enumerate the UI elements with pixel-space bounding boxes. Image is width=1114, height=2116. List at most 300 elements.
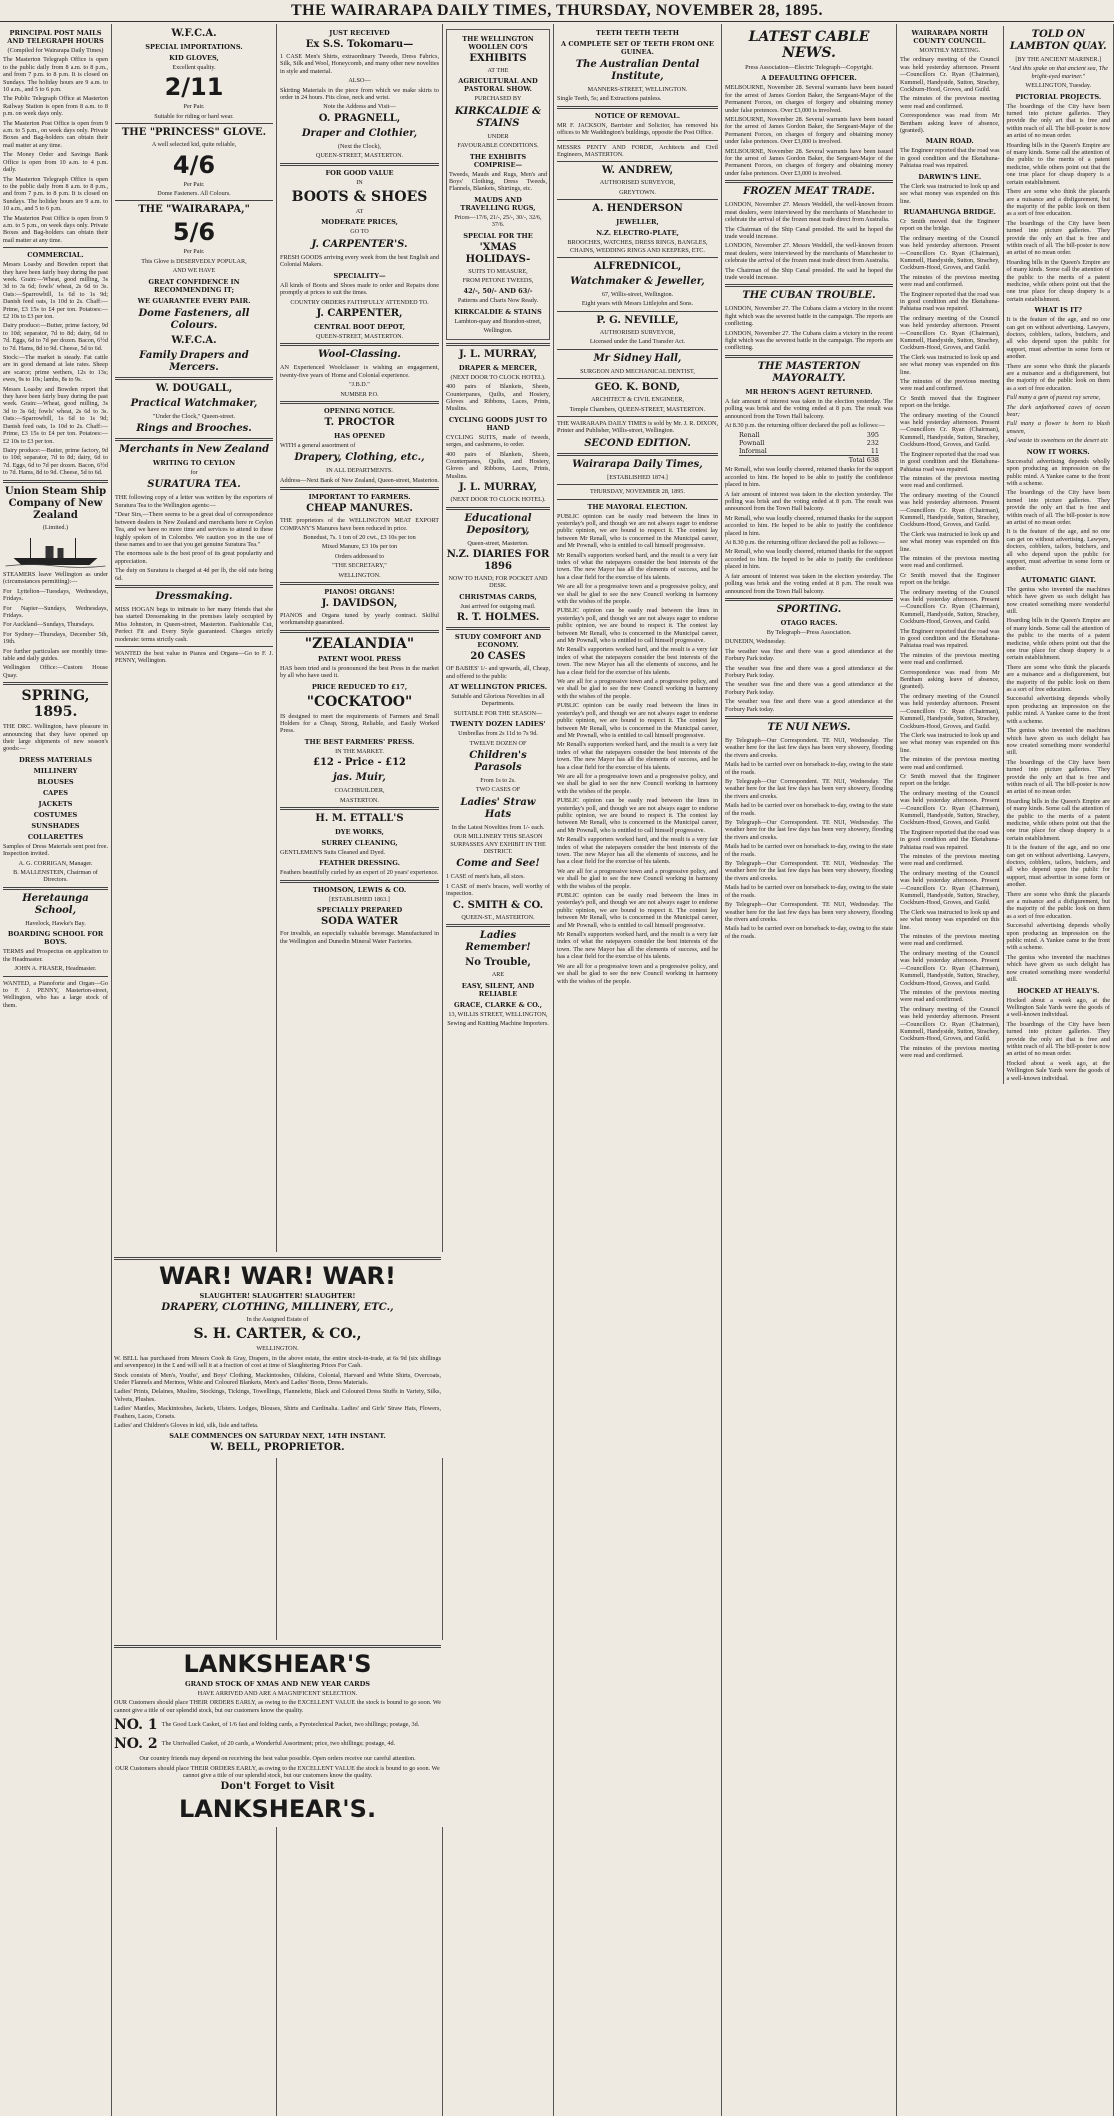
otago-para: The weather was fine and there was a good attendance at the Forbury Park today. — [725, 681, 893, 696]
dm-text: DRAPER & MERCER, — [458, 363, 538, 372]
darwin-para: The Clerk was instructed to look up and see what money was expended on this line. — [900, 530, 1000, 553]
spring-item: BLOUSES — [37, 777, 74, 786]
poem-line: And waste its sweetness on the desert air. — [1006, 437, 1109, 445]
murray-para: 400 pairs of Blankets, Sheets, Counterpanes, Quilts, and Hosiery, Gloves and Ribbons, Laces, Prints, Muslins. — [446, 450, 550, 480]
dougall-para: "Under the Clock," Queen-street. — [152, 412, 236, 420]
wnc-para: The minutes of the previous meeting were read and confirmed. — [900, 474, 1000, 490]
heron-heading: MR HERON'S AGENT RETURNED. — [745, 387, 873, 396]
press-text: Press Association—Electric Telegraph—Copyright. — [745, 64, 873, 71]
frozen-heading: FROZEN MEAT TRADE. — [743, 186, 875, 198]
child-para: From 1s to 2s. — [480, 777, 516, 785]
hocked-para: Hocked about a week ago, at the Wellington Sale Yards were the goods of a well-known individual. — [1006, 1059, 1110, 1082]
col7-right — [1007, 26, 1110, 1084]
ruam-para: Cr Smith moved that the Engineer report on the bridge. — [900, 217, 1000, 233]
union-para: For Auckland—Sundays, Thursdays. — [3, 621, 95, 629]
spring-signature: A. G. CORRIGAN, Manager. — [18, 859, 93, 867]
second-edition: SECOND EDITION. — [584, 437, 691, 449]
ruam-para: Cr Smith moved that the Engineer report on the bridge. — [900, 571, 1000, 587]
spring-para2: Samples of Dress Materials sent post free. Inspection invited. — [3, 842, 108, 858]
skirt-para: Skirting Materials in the piece from which we make skirts to order in 24 hours. Fits close, neck and wrist. — [280, 86, 439, 102]
frozen-para: The Chairman of the Ship Canal presided. He said he hoped the trade would increase. — [725, 225, 893, 240]
main-para: The Engineer reported that the road was in good condition and the Eketahuna-Pahiatua road was repaired. — [900, 828, 1000, 851]
main-para: The Engineer reported that the road was in good condition and the Eketahuna-Pahiatua road was repaired. — [900, 627, 1000, 650]
watch-text: Watchmaker & Jeweller, — [570, 276, 705, 288]
wnc-para: The ordinary meeting of the Council was held yesterday afternoon. Present—Councillors Cr. Ryan (Chairman), Kummell, Handyside, Sutton, Strachey, Cockburn-Hood, Groves, and Guild. — [900, 588, 1000, 626]
prep-text: SPECIALLY PREPARED — [316, 906, 403, 915]
murray2-heading: J. L. MURRAY, — [459, 482, 537, 494]
country-text: Our country friends may depend on receiving the best value possible. Open orders receive our careful attention. — [139, 1755, 416, 1763]
otago-para: The weather was fine and there was a good attendance at the Forbury Park today. — [725, 698, 893, 713]
per-pair: Per Pair. — [183, 180, 205, 188]
suits-text: SUITS TO MEASURE, — [468, 267, 528, 275]
dental-heading: The Australian Dental Institute, — [575, 59, 700, 82]
lank-para: OUR Customers should place THEIR ORDERS EARLY, as owing to the EXCELLENT VALUE the stock is bound to go soon. We cannot give a title of our splendid stock, but our customers know the quality. — [114, 1699, 441, 1714]
heron-para: A fair amount of interest was taken in the election yesterday. The polling was brisk and the voting ended at 8 p.m. The result was announced from the Town Hall balcony. — [725, 397, 893, 420]
our-text: OUR MILLINERY THIS SEASON SURPASSES ANY EXHIBIT IN THE DISTRICT. — [450, 833, 546, 856]
no1-row — [114, 1717, 441, 1733]
sec-text: "THE SECRETARY," — [332, 562, 387, 570]
cuban-para: LONDON, November 27. The Cubans claim a victory in the recent fight which was the severest battle in the campaign. The reports are conflicting. — [725, 305, 893, 328]
fam-text: Family Drapers and Mercers. — [139, 349, 249, 373]
at-text: AT — [355, 208, 364, 216]
remember-heading: Ladies Remember! — [465, 930, 531, 954]
darwin-para: The Clerk was instructed to look up and see what money was expended on this line. — [900, 182, 1000, 205]
mails-para: The Masterton Telegraph Office is open to the public daily from 8 a.m. to 8 p.m., and from 7 p.m. to 8 p.m. It is closed on Sundays. The holiday hours are 9 a.m. to 10 a.m., and 5 to 6 p.m. — [3, 56, 108, 94]
opening-heading: OPENING NOTICE. — [323, 406, 396, 415]
queen-text: QUEEN-STREET, MASTERTON. — [315, 152, 404, 160]
no2-text: The Unrivalled Casket, of 20 cards, a Wonderful Assortment; price, two shillings; postage, 4d. — [161, 1739, 396, 1747]
mayoral-para: We are all for a progressive town and a progressive policy, and we shall be glad to see the new Council working in harmony with the wishes of the people. — [557, 772, 718, 795]
otago-para: The weather was fine and there was a good attendance at the Forbury Park today. — [725, 664, 893, 679]
good-text: FOR GOOD VALUE — [325, 168, 394, 177]
cock-para: IS designed to meet the requirements of Farmers and Small Holders for a Cheap, Strong, Reliable, and Easily Worked Press. — [280, 712, 439, 735]
union-para: For Lyttelton—Tuesdays, Wednesdays, Fridays. — [3, 587, 108, 603]
est-text: [ESTABLISHED 1863.] — [329, 895, 390, 903]
items-text: BROOCHES, WATCHES, DRESS RINGS, BANGLES, CHAINS, WEDDING RINGS AND KEEPERS, ETC. — [567, 239, 708, 254]
diaries-heading: N.Z. DIARIES FOR 1896 — [446, 548, 550, 572]
surrey-text: SURREY CLEANING, — [321, 839, 398, 848]
hts-sub: Havelock, Hawke's Bay. — [25, 919, 86, 927]
suit-text: Suitable for riding or hard wear. — [154, 112, 234, 120]
hocked-heading: HOCKED AT HEALY'S. — [1017, 986, 1100, 995]
what-heading: WHAT IS IT? — [1034, 306, 1083, 315]
lankshear-advert — [112, 1640, 443, 1827]
commercial-para: Dairy produce:—Butter, prime factory, 9d to 10d; separator, 7d to 8d; dairy, 6d to 7d. Eggs, 6d to 7d per dozen. Bacon, 6½d to 7d. Hams, 8d to 9d. Cheese, 5d to 6d. — [3, 322, 108, 352]
spring-signature: B. MALLENSTEIN, Chairman of Directors. — [13, 869, 98, 884]
cable-heading: LATEST CABLE NEWS. — [748, 29, 870, 61]
andrew-heading: W. ANDREW, — [601, 165, 674, 177]
ancient-text: [BY THE ANCIENT MARINER.] — [1015, 56, 1102, 63]
war-advert — [112, 1252, 443, 1458]
spring-item: SUNSHADES — [31, 821, 80, 830]
murray-heading: J. L. MURRAY, — [459, 348, 537, 360]
pragnell-heading: O. PRAGNELL, — [318, 112, 401, 124]
note-text: Note the Address and Visit— — [323, 103, 396, 111]
dental-sub: MANNERS-STREET, WELLINGTON. — [587, 86, 688, 93]
neville-heading: P. G. NEVILLE, — [596, 314, 679, 326]
lambton-heading: TOLD ON LAMBTON QUAY. — [1009, 29, 1107, 52]
result-votes: 232 — [866, 439, 879, 448]
union-para: For Napier—Sundays, Wednesdays, Fridays. — [3, 604, 108, 619]
results-table — [739, 431, 879, 464]
exh-heading: EXHIBITS — [469, 53, 527, 64]
just-heading: JUST RECEIVED — [329, 29, 390, 37]
dress-heading: Dressmaking. — [155, 590, 233, 602]
kid-heading: KID GLOVES, — [169, 54, 219, 62]
frozen-para: LONDON, November 27. Messrs Weddell, the well-known frozen meat dealers, were interviewed by the merchants of Manchester to celebrate the arrival of the frozen meat trade direct from Australia. — [725, 242, 893, 265]
dougall-heading: W. DOUGALL, — [155, 382, 233, 394]
great-text: GREAT CONFIDENCE IN RECOMMENDING IT; — [148, 277, 240, 294]
now-heading: NOW IT WORKS. — [1026, 447, 1090, 456]
two-text: TWO CASES OF — [475, 786, 521, 794]
lank2-heading: LANKSHEAR'S. — [178, 1795, 377, 1824]
lam-para: There are some who think the placards are a nuisance and a disfigurement, but the majority of the public look on them as a sort of free education. — [1006, 188, 1110, 218]
spring-item: MILLINERY — [33, 766, 78, 775]
wnc-para: Correspondence was read from Mr Bentham asking leave of absence, (granted). — [900, 668, 1000, 691]
dome2-text: Dome Fasteners, all Colours. — [138, 307, 250, 331]
drapery-text: Drapery, Clothing, etc., — [294, 452, 425, 464]
zeal-para: HAS been tried and is pronounced the best Press in the market by all who have used it. — [280, 664, 439, 680]
what-para: It is the feature of the age, and no one can get on without advertising. Lawyers, doctors, cobblers, tailors, butchers, and all who depend upon the public for support, must advertise in some form or another. — [1006, 844, 1110, 889]
result-row — [739, 439, 879, 447]
column-1 — [0, 24, 112, 2116]
spring-item: COLLARETTES — [27, 832, 84, 841]
what-para: It is the feature of the age, and no one can get on without advertising. Lawyers, doctors, cobblers, tailors, butchers, and all who depend upon the public for support, must advertise in some form or another. — [1006, 528, 1110, 573]
tenui-para: By Telegraph—Our Correspondent. TE NUI, Wednesday. The weather here for the last few days has been very showery, flooding the rivers and creeks. — [725, 860, 893, 882]
spring-heading: SPRING, 1895. — [21, 688, 90, 721]
column-6 — [722, 24, 897, 2116]
alfred-heading: ALFREDNICOL, — [593, 261, 682, 273]
ladies-para: In the Latest Novelties from 1/- each. — [451, 823, 545, 831]
mails-para: The Masterton Post Office is open from 9 a.m. to 5 p.m., on week days only. Private Boxes and Bag-holders can obtain their mail matter at any time. — [3, 119, 108, 149]
jbd2-text: NUMBER P.O. — [340, 390, 379, 398]
soda-heading: SODA WATER — [320, 916, 399, 928]
mauds-text: MAUDS AND TRAVELLING RUGS, — [460, 195, 536, 212]
poem-line: Full many a gem of purest ray serene, — [1006, 394, 1101, 402]
result-row — [739, 431, 879, 439]
grace-sub: 13, WILLIS STREET, WELLINGTON, — [448, 1010, 548, 1018]
hts-para: TERMS and Prospectus on application to the Headmaster. — [3, 948, 108, 963]
wanted2-para: WANTED the best value in Pianos and Organs—Go to F. J. PENNY, Wellington. — [115, 649, 273, 665]
surat-para: The duty on Suratura is charged at 4d per lb, the old rate being 6d. — [115, 567, 273, 582]
willis-text: 67, Willis-street, Wellington. — [601, 291, 674, 299]
defaulting-para: MELBOURNE, November 28. Several warrants have been issued for the arrest of James Gordon Baker, the Sergeant-Major of the Permanent Forces, on charges of forgery and obtaining money under false pretences. Over £3,000 is involved. — [725, 147, 893, 177]
also-text: ALSO— — [348, 77, 371, 85]
wgtn-date: WELLINGTON, Tuesday. — [1025, 82, 1092, 90]
newspaper-title: THE WAIRARAPA DAILY TIMES, THURSDAY, NOVEMBER 28, 1895. — [290, 2, 824, 19]
jeweller-text: JEWELLER, — [616, 218, 659, 227]
neville-sub: AUTHORISED SURVEYOR, — [599, 328, 676, 336]
carter-heading: S. H. CARTER, & CO., — [193, 1326, 362, 1343]
darwin-para: The Clerk was instructed to look up and see what money was expended on this line. — [900, 731, 1000, 754]
otago-heading: OTAGO RACES. — [780, 618, 838, 627]
coach-text: COACHBUILDER, — [334, 787, 385, 795]
union-para: For Sydney—Thursdays, December 5th, 19th. — [3, 630, 108, 646]
dm-text: jas. Muir, — [333, 772, 386, 784]
mod-text: MODERATE PRICES, — [321, 218, 398, 227]
cuban-heading: THE CUBAN TROUBLE. — [742, 290, 876, 302]
one-case2: 1 CASE of men's braces, well worthy of inspection. — [446, 882, 550, 898]
defaulting-heading: A DEFAULTING OFFICER. — [761, 74, 857, 83]
tenui-heading: TE NUI NEWS. — [767, 721, 851, 733]
easy-text: EASY, SILENT, AND RELIABLE — [461, 981, 535, 998]
result-name: Pownall — [739, 439, 765, 448]
lam-para: The boardings of the City have been turned into picture galleries. They provide the only art that is free and within reach of all. The bill-poster is now an artist of no mean order. — [1006, 219, 1110, 257]
hts-heading: Heretaunga School, — [22, 892, 89, 916]
monthly-text: MONTHLY MEETING. — [919, 47, 981, 54]
wnc-para: The minutes of the previous meeting were read and confirmed. — [900, 554, 1000, 570]
umbrellas-text: Umbrellas from 2s 11d to 7s 9d. — [458, 730, 538, 738]
result-name: Informal — [739, 447, 767, 456]
col7-split — [900, 26, 1110, 1084]
main-para: The Engineer reported that the road was in good condition and the Eketahuna-Pahiatua road was repaired. — [900, 147, 1000, 170]
imp-heading: IMPORTANT TO FARMERS. — [308, 493, 411, 502]
ks-text: KIRKCALDIE & STAINS — [454, 307, 542, 316]
wool-para: AN Experienced Woolclasser is wishing an engagement, twenty-five years of Home and Colonial experience. — [280, 364, 439, 379]
wnc-para: The ordinary meeting of the Council was held yesterday afternoon. Present—Councillors Cr. Ryan (Chairman), Kummell, Handyside, Sutton, Strachey, Cockburn-Hood, Groves, and Guild. — [900, 411, 1000, 449]
at-wp-text: AT WELLINGTON PRICES. — [449, 683, 547, 691]
and-we: AND WE HAVE — [172, 267, 216, 275]
in-text: IN — [356, 178, 363, 186]
frozen-para: LONDON, November 27. Messrs Weddell, the well-known frozen meat dealers, were interviewed by the merchants of Manchester to celebrate the arrival of the frozen meat trade direct from Australia. — [725, 201, 893, 224]
no2-row — [114, 1736, 441, 1752]
commercial-para: Dairy produce:—Butter, prime factory, 9d to 10d; separator, 7d to 8d; dairy, 6d to 7d. Eggs, 6d to 7d per dozen. Bacon, 6½d to 7d. Hams, 8d to 9d. Cheese, 5d to 6d. — [3, 446, 108, 477]
no2-label: NO. 2 — [114, 1736, 158, 1753]
mayoral-para: PUBLIC opinion can be easily read between the lines in yesterday's poll, and though we are not always eager to endorse public opinion, we are bound to respect it. The contest lay between Mr Renall, who is concerned in the Municipal career, and Mr Pownall, who is entitled to call himself progressive. — [557, 797, 718, 834]
spring-item: JACKETS — [38, 799, 73, 808]
nzmc-para: THE proprietors of the WELLINGTON MEAT EXPORT COMPANY'S Manures have been reduced in price. — [280, 517, 439, 532]
orders-text: Orders addressed to — [334, 552, 385, 560]
ruam-para: Cr Smith moved that the Engineer report on the bridge. — [900, 394, 1000, 410]
tenui-para: Mails had to be carried over on horseback to-day, owing to the state of the roads. — [725, 884, 893, 899]
dome-text: Dome Fasteners. All Colours. — [157, 190, 231, 198]
dental-para: Single Teeth, 5s; and Extractions painless. — [557, 95, 662, 103]
commercial-para: Stock:—The market is steady. Fat cattle are in good demand at late rates. Sheep are scarce; prime wethers, 12s to 13s; ewes, 9s to 10s; lambs, 8s to 9s. — [3, 354, 108, 384]
mails-para: The Money Order and Savings Bank Office is open from 10 a.m. to 4 p.m. daily. — [3, 151, 108, 174]
wnc-para: The minutes of the previous meeting were read and confirmed. — [900, 853, 1000, 868]
eight-text: Eight years with Messrs Littlejohn and Sons. — [581, 300, 694, 308]
mayoral-heading: THE MAYORAL ELECTION. — [587, 502, 688, 511]
wgtn-text: WELLINGTON. — [338, 571, 381, 579]
purch-text: PURCHASED BY — [474, 95, 522, 103]
carp2-heading: J. CARPENTER, — [316, 307, 403, 319]
fav-text: FAVOURABLE CONDITIONS. — [457, 142, 539, 150]
heron-para: At 8.30 p.m. the returning officer declared the poll as follows:— — [725, 539, 885, 547]
gent-para: GENTLEMEN'S Suits Cleaned and Dyed. — [280, 849, 386, 857]
column-7 — [897, 24, 1114, 2116]
war-para: Ladies' Mantles, Mackintoshes, Jackets, Ulsters. Lodges, Blouses, Shirts and Cardinalia. Ladies' and Girls' Straw Hats, Flowers, Feathers, Laces, Corsets. — [114, 1405, 441, 1420]
complete-text: A COMPLETE SET OF TEETH FROM ONE GUINEA. — [561, 40, 714, 56]
mauds-para: Prices—17/6, 21/-, 25/-, 30/-, 32/6, 37/6. — [454, 213, 542, 229]
bones-text: Bonedust, 7s. 1 ton of 20 cwt., £3 10s per ton — [303, 533, 416, 541]
lam-para: There are some who think the placards are a nuisance and a disfigurement, but the majority of the public look on them as a sort of free education. — [1006, 890, 1110, 920]
petone-text: FROM PETONE TWEEDS, — [462, 277, 534, 285]
per-pair: Per Pair. — [183, 103, 205, 111]
no1-label: NO. 1 — [114, 1717, 158, 1734]
defaulting-para: MELBOURNE, November 28. Several warrants have been issued for the arrest of James Gordon Baker, the Sergeant-Major of the Permanent Forces, on charges of forgery and obtaining money under false pretences. Over £3,000 is involved. — [725, 84, 893, 114]
rings-text: Rings and Brooches. — [136, 423, 252, 435]
union-para: For further particulars see monthly time-table and daily guides. — [3, 647, 108, 662]
dye-text: DYE WORKS, — [335, 828, 384, 837]
for-text: for — [190, 469, 198, 477]
spec-text: SPECIALITY— — [333, 271, 386, 280]
masthead — [0, 0, 1114, 22]
surat-para: "Dear Sirs,—There seems to be a great deal of correspondence between dealers in New Zealand and merchants here re Ceylon Tea, and we have no more time and services to attend to these highly spoken of in Colombo. We caution you in the use of these names and to see that you get genuine Suratura Tea." — [115, 511, 273, 548]
bell-text: W. BELL, PROPRIETOR. — [210, 1442, 345, 1454]
mstn-text: MASTERTON. — [340, 796, 379, 804]
wnc-para: Correspondence was read from Mr Bentham asking leave of absence, (granted). — [900, 112, 1000, 135]
otago-sub: By Telegraph—Press Association. — [766, 628, 852, 636]
result-name: Renall — [739, 431, 760, 440]
union-para: STEAMERS leave Wellington as under (circumstances permitting):— — [3, 570, 108, 586]
result-votes: 11 — [870, 447, 879, 456]
wnc-heading: WAIRARAPA NORTH COUNTY COUNCIL. — [911, 29, 989, 45]
lam-para: The boardings of the City have been turned into picture galleries. They provide the only art that is free and within reach of all. The bill-poster is now an artist of no mean order. — [1006, 1020, 1110, 1058]
mixed-text: Mixed Manure, £3 10s per ton — [321, 543, 398, 551]
now-para: Successful advertising depends wholly upon producing an impression on the public mind. A Yankee came to the front with a scheme. — [1006, 457, 1110, 487]
at-text: AT THE — [487, 67, 509, 74]
tenui-para: By Telegraph—Our Correspondent. TE NUI, Wednesday. The weather here for the last few days has been very showery, flooding the rivers and creeks. — [725, 819, 893, 841]
christmas-text: CHRISTMAS CARDS, — [459, 592, 537, 601]
wnc-para: The minutes of the previous meeting were read and confirmed. — [900, 95, 1000, 110]
under-text: UNDER — [487, 132, 509, 140]
darwin-heading: DARWIN'S LINE. — [918, 172, 982, 181]
mayoral-para: PUBLIC opinion can be easily read between the lines in yesterday's poll, and though we are not always eager to endorse public opinion, we are bound to respect it. The contest lay between Mr Renall, who is concerned in the Municipal career, and Mr Pownall, who is entitled to call himself progressive. — [557, 892, 718, 929]
arrived-text: HAVE ARRIVED AND ARE A MAGNIFICENT SELECTION. — [197, 1690, 358, 1697]
lam-para: Hoarding bills in the Queen's Empire are of many kinds. Some call the attention of the public to the merits of a patent medicine, while others point out that the one true place for cheap drapery is a certain establishment. — [1006, 617, 1110, 662]
mayoral-para: Mr Renall's supporters worked hard, and the result is a very fair index of what the ratepayers consider the best interests of the town. The new Mayor has all the elements of success, and he has a clear field for the exercise of his talents. — [557, 836, 718, 866]
sporting-heading: SPORTING. — [776, 603, 842, 615]
grand-text: GRAND STOCK OF XMAS AND NEW YEAR CARDS — [184, 1680, 371, 1688]
main-para: The Engineer reported that the road was in good condition and the Eketahuna-Pahiatua road was repaired. — [900, 290, 1000, 313]
queen-text: Queen-street, Masterton. — [467, 539, 529, 547]
lam-para: The boardings of the City have been turned into picture galleries. They provide the only art that is free and within reach of all. The bill-poster is now an artist of no mean order. — [1006, 489, 1110, 526]
commercial-heading: COMMERCIAL. — [27, 251, 84, 260]
trouble-text: No Trouble, — [465, 957, 531, 969]
slaughter-text: SLAUGHTER! SLAUGHTER! SLAUGHTER! — [199, 1292, 356, 1300]
spring-para: THE DRC. Wellington, have pleasure in announcing that they have opened up their large shipments of new season's goods:— — [3, 723, 108, 753]
mayoral-para: PUBLIC opinion can be easily read between the lines in yesterday's poll, and though we are not always eager to endorse public opinion, we are bound to respect it. The contest lay between Mr Renall, who is concerned in the Municipal career, and Mr Pownall, who is entitled to call himself progressive. — [557, 702, 718, 739]
lam-para: The boardings of the City have been turned into picture galleries. They provide the only art that is free and within reach of all. The bill-poster is now an artist of no mean order. — [1006, 102, 1110, 140]
soda-para: For invalids, an especially valuable beverage. Manufactured in the Wellington and Dunedin Mineral Water Factories. — [280, 930, 439, 945]
times-heading: Wairarapa Daily Times, — [572, 458, 703, 470]
surat-para: The enormous sale is the best proof of its great popularity and appreciation. — [115, 550, 273, 565]
electro-text: N.Z. ELECTRO-PLATE, — [596, 229, 679, 238]
heron-para: A fair amount of interest was taken in the election yesterday. The polling was brisk and the voting ended at 8 p.m. The result was announced from the Town Hall balcony. — [725, 572, 893, 595]
piano-para: PIANOS and Organs tuned by yearly contract. Skilful workmanship guaranteed. — [280, 612, 439, 627]
temple-text: Temple Chambers, QUEEN-STREET, MASTERTON. — [569, 405, 706, 413]
wnc-para: The minutes of the previous meeting were read and confirmed. — [900, 1044, 1000, 1060]
what-para: It is the feature of the age, and no one can get on without advertising. Lawyers, doctors, cobblers, tailors, butchers, and all who depend upon the public for support, must advertise in some form or another. — [1006, 316, 1110, 361]
col7-left — [900, 26, 1004, 1084]
hocked-para: Hocked about a week ago, at the Wellington Sale Yards were the goods of a well-known individual. — [1006, 996, 1110, 1019]
country-text: COUNTRY ORDERS FAITHFULLY ATTENDED TO. — [290, 298, 429, 306]
wnc-para: The ordinary meeting of the Council was held yesterday afternoon. Present—Councillors Cr. Ryan (Chairman), Kummell, Handyside, Sutton, Strachey, Cockburn-Hood, Groves, and Guild. — [900, 789, 1000, 827]
merch-heading: Merchants in New Zealand — [118, 444, 270, 456]
dougall-sub: Practical Watchmaker, — [130, 397, 258, 409]
war-heading: WAR! WAR! WAR! — [159, 1262, 396, 1290]
holmes-heading: R. T. HOLMES. — [456, 612, 540, 624]
comp-text: THE EXHIBITS COMPRISE— — [469, 152, 527, 169]
ladies-text: Ladies' Straw Hats — [460, 796, 536, 820]
lam-para: Hoarding bills in the Queen's Empire are of many kinds. Some call the attention of the public to the merits of a patent medicine, while others point out that the one true place for cheap drapery is a certain establishment. — [1006, 797, 1110, 842]
wgtn-text: WELLINGTON. — [256, 1345, 299, 1353]
grace-sub2: Sewing and Knitting Machine Importers. — [447, 1019, 549, 1027]
wnc-para: The minutes of the previous meeting were read and confirmed. — [900, 273, 1000, 289]
feather-para: Feathers beautifully curled by an expert of 20 years' experience. — [280, 869, 439, 877]
sidney-heading: Mr Sidney Hall, — [593, 352, 682, 364]
surat-heading: SURATURA TEA. — [147, 479, 241, 491]
times-sub: [ESTABLISHED 1874.] — [607, 473, 668, 481]
tenui-para: By Telegraph—Our Correspondent. TE NUI, Wednesday. The weather here for the last few days has been very showery, flooding the rivers and creeks. — [725, 736, 893, 759]
zealandia-heading: "ZEALANDIA" — [304, 635, 415, 652]
commercial-para: Messrs Loasby and Bowden report that they have been fairly busy during the past week. Grain:—Wheat, good milling, 3s 3d to 3s 6d; fowls' wheat, 2s 6d to 3s. Oats:—Sparrowbill, 1s 6d to 1s 9d; Danish feed oats, 1s 10d to 2s. Chaff:—Prime, £3 15s to £4 per ton. Potatoes:—£2 10s to £3 per ton. — [3, 261, 108, 320]
with-para: WITH a general assortment of — [280, 441, 356, 449]
notice-heading: NOTICE OF REMOVAL. — [594, 111, 681, 120]
heron-para: At 8.30 p.m. the returning officer declared the poll as follows:— — [725, 422, 885, 429]
otago-para: DUNEDIN, Wednesday. — [725, 638, 786, 646]
wnc-para: The ordinary meeting of the Council was held yesterday afternoon. Present—Councillors Cr. Ryan (Chairman), Kummell, Handyside, Sutton, Strachey, Cockburn-Hood, Groves, and Guild. — [900, 1005, 1000, 1043]
frozen-para: The Chairman of the Ship Canal presided. He said he hoped the trade would increase. — [725, 266, 893, 281]
wnc-para: The ordinary meeting of the Council was held yesterday afternoon. Present—Councillors Cr. Ryan (Chairman), Kummell, Handyside, Sutton, Strachey, Cockburn-Hood, Groves, and Guild. — [900, 234, 1000, 272]
mayoral-para: Mr Renall's supporters worked hard, and the result is a very fair index of what the ratepayers consider the best interests of the town. The new Mayor has all the elements of success, and he has a clear field for the exercise of his talents. — [557, 931, 718, 961]
mayoral-para: Mr Renall's supporters worked hard, and the result is a very fair index of what the ratepayers consider the best interests of the town. The new Mayor has all the elements of success, and he has a clear field for the exercise of his talents. — [557, 646, 718, 676]
proctor-heading: T. PROCTOR — [324, 416, 395, 428]
teeth-heading: TEETH TEETH TEETH — [596, 29, 679, 37]
main-heading: MAIN ROAD. — [925, 137, 974, 146]
queen2-text: QUEEN-STREET, MASTERTON. — [315, 332, 404, 340]
tenui-para: Mails had to be carried over on horseback to-day, owing to the state of the roads. — [725, 925, 893, 940]
woollen-box — [446, 29, 550, 340]
all-dep-text: IN ALL DEPARTMENTS. — [326, 467, 393, 475]
now-text: NOW TO HAND; FOR POCKET AND DESK. — [448, 574, 548, 590]
tenui-para: By Telegraph—Our Correspondent. TE NUI, Wednesday. The weather here for the last few days has been very showery, flooding the rivers and creeks. — [725, 778, 893, 800]
masterton-heading: THE MASTERTON MAYORALTY. — [757, 360, 861, 384]
next-text: (Next the Clock), — [337, 142, 382, 150]
neville-sub2: Licensed under the Land Transfer Act. — [589, 338, 686, 346]
union-para: Wellington Office:—Custom House Quay. — [3, 664, 108, 679]
defaulting-para: MELBOURNE, November 28. Several warrants have been issued for the arrest of James Gordon Baker, the Sergeant-Major of the Permanent Forces, on charges of forgery and obtaining money under false pretences. Over £3,000 is involved. — [725, 116, 893, 146]
glove-text: This Glove is DESERVEDLY POPULAR, — [141, 257, 247, 265]
wnc-para: The minutes of the previous meeting were read and confirmed. — [900, 988, 1000, 1004]
penty-para: MESSRS PENTY AND FORDE, Architects and Civil Engineers, MASTERTON. — [557, 143, 718, 159]
union-sub: (Limited.) — [42, 523, 69, 531]
wwf-heading: THE WELLINGTON WOOLLEN CO'S — [462, 35, 534, 51]
mayoral-para: We are all for a progressive town and a progressive policy, and we shall be glad to see the new Council working in harmony with the wishes of the people. — [557, 583, 718, 605]
result-votes: 395 — [866, 431, 879, 440]
price-3: 5/6 — [172, 218, 216, 247]
lank-para: OUR Customers should place THEIR ORDERS EARLY, as owing to the EXCELLENT VALUE the stock is bound to go soon. We cannot give a title of our splendid stock, but our customers know the quality. — [115, 1764, 440, 1780]
wool-heading: Wool-Classing. — [318, 349, 401, 361]
ruam-heading: RUAMAHUNGA BRIDGE. — [903, 207, 996, 216]
spring-item: CAPES — [42, 788, 69, 797]
war-para: Ladies' Prints, Delaines, Muslins, Stockings, Tickings, Towellings, Flannelette, Black and Coloured Dress Stuffs in Variety, Silks, Velvets, Plushes. — [114, 1388, 441, 1403]
auto-heading: AUTOMATIC GIANT. — [1020, 575, 1096, 584]
mails-para: The Masterton Telegraph Office is open to the public daily from 8 a.m. to 8 p.m., and from 7 p.m. to 8 p.m. It is closed on Sundays. The holiday hours are 9 a.m. to 10 a.m., and 5 to 6 p.m. — [3, 175, 108, 213]
bond-heading: GEO. K. BOND, — [594, 382, 681, 394]
ex-heading: Ex S.S. Tokomaru— — [305, 39, 414, 50]
now-para: Successful advertising depends wholly upon producing an impression on the public mind. A Yankee came to the front with a scheme. — [1006, 922, 1110, 952]
davidson-heading: J. DAVIDSON, — [321, 598, 398, 609]
agri-text: AGRICULTURAL AND PASTORAL SHOW. — [458, 77, 538, 94]
ruam-para: Cr Smith moved that the Engineer report on the bridge. — [900, 772, 1000, 788]
tenui-para: Mails had to be carried over on horseback to-day, owing to the state of the roads. — [725, 802, 893, 817]
suit-para: Suitable and Glorious Novelties in all Departments. — [451, 693, 545, 708]
in-the-text: IN THE MARKET. — [335, 747, 384, 755]
result-row — [739, 447, 879, 455]
price2-text: £12 - Price - £12 — [312, 757, 406, 769]
suitable-text: SUITABLE FOR THE SEASON— — [453, 709, 543, 717]
